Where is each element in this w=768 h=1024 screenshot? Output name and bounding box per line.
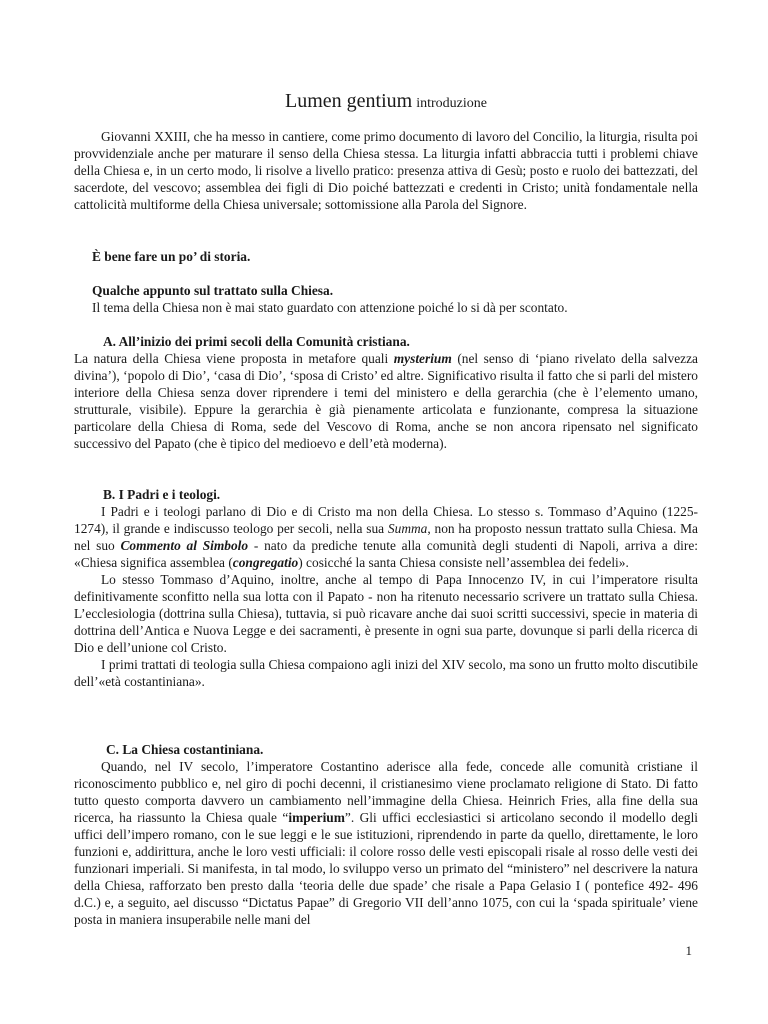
text-run: ) cosicché la santa Chiesa consiste nell’assemblea dei fedeli». — [298, 555, 629, 570]
emphasis-imperium: imperium — [288, 810, 345, 825]
storia-block — [74, 248, 698, 265]
section-b-paragraph-3: I primi trattati di teologia sulla Chiesa compaiono agli inizi del XIV secolo, ma sono un frutto molto discutibile dell’«età costantiniana». — [74, 657, 698, 689]
storia-heading: È bene fare un po’ di storia. — [92, 249, 251, 264]
section-b-paragraph-2: Lo stesso Tommaso d’Aquino, inoltre, anche al tempo di Papa Innocenzo IV, in cui l’imperatore risulta definitivamente sconfitto nella sua lotta con il Papato - non ha ritenuto necessario scrivere un trattato sulla Chiesa. L’ecclesiologia (dottrina sulla Chiesa), tuttavia, si può ricavare anche dai suoi scritti successivi, specie in materia di dottrina dell’Antica e Nuova Legge e dei sacramenti, è presente in ogni sua parte, dovunque si parli della ricerca di Dio e dell’unione col Cristo. — [74, 572, 698, 655]
emphasis-congregatio: congregatio — [232, 555, 299, 570]
text-run: , non ha proposto nessun trattato sulla Chiesa. Ma nel suo — [74, 521, 698, 553]
section-c — [74, 741, 698, 928]
emphasis-summa: Summa — [387, 521, 428, 536]
title-main: Lumen gentium — [285, 90, 413, 112]
text-run: La natura della Chiesa viene proposta in metafore quali — [74, 351, 394, 366]
text-run: - nato da prediche tenute alla comunità degli studenti di Napoli, arriva a dire: «Chiesa significa assemblea ( — [74, 538, 699, 570]
text-run: ”. Gli uffici ecclesiastici si articolano secondo il modello degli uffici dell’impero romano, con le sue leggi e le sue istituzioni, riprendendo in parte da quello, direttamente, le loro funzioni e, addirittura, anche le loro vesti ufficiali: il colore rosso delle vesti episcopali risale al rosso delle vesti dei funzionari imperiali. Si manifesta, in tal modo, lo sviluppo verso un primato del “ministero” nel descrivere la natura della Chiesa, rafforzato ben presto dalla ‘teoria delle due spade’ che risale a Papa Gelasio I ( pontefice 492- 496 d.C.) e, a seguito, ael discusso “Dictatus Papae” di Gregorio VII dell’anno 1075, con cui la ‘spada spirituale’ viene posta in maniera insuperabile nelle mani del — [74, 810, 699, 927]
section-b-heading: B. I Padri e i teologi. — [103, 487, 221, 502]
section-a — [74, 333, 698, 452]
section-b — [74, 486, 698, 690]
page-number: 1 — [685, 943, 692, 958]
intro-paragraph: Giovanni XXIII, che ha messo in cantiere, come primo documento di lavoro del Concilio, la liturgia, risulta poi provvidenziale anche per maturare il senso della Chiesa stessa. La liturgia infatti abbraccia tutti i problemi chiave della Chiesa e, in un certo modo, li risolve a livello pratico: presenza attiva di Gesù; posto e ruolo dei battezzati, del sacerdote, del vescovo; assemblea dei figli di Dio poiché battezzati e credenti in Cristo; unità fondamentale nella cattolicità multiforme della Chiesa universale; sottomissione alla Parola del Signore. — [74, 129, 698, 212]
text-run: (nel senso di ‘piano rivelato della salvezza divina’), ‘popolo di Dio’, ‘casa di Dio’, ‘sposa di Cristo’ ed altre. Significativo risulta il fatto che si parli del mistero interiore della Chiesa senza dover riprendere i temi del ministero e della gerarchia (che è l’elemento umano, strutturale, visibile). Eppure la gerarchia è già pienamente articolata e funzionante, compresa la situazione particolare della Chiesa di Roma, sede del Vescovo di Roma, anche se non ancora ripensato nel significato successivo del Papato (che è tipico del medioevo e dell’età moderna). — [74, 351, 698, 451]
section-a-heading: A. All’inizio dei primi secoli della Comunità cristiana. — [103, 334, 410, 349]
section-c-heading: C. La Chiesa costantiniana. — [106, 742, 264, 757]
section-c-paragraph — [74, 758, 698, 928]
emphasis-commento: Commento al Simbolo — [120, 538, 249, 553]
text-run: Quando, nel IV secolo, l’imperatore Costantino aderisce alla fede, concede alle comunità cristiane il riconoscimento pubblico e, nel giro di pochi decenni, il cristianesimo viene proclamato religione di Stato. Di fatto tutto questo comporta davvero un cambiamento nell’immagine della Chiesa. Heinrich Fries, alla fine della sua ricerca, ha riassunto la Chiesa quale “ — [74, 759, 698, 825]
document-title — [74, 89, 698, 116]
text-run: I Padri e i teologi parlano di Dio e di Cristo ma non della Chiesa. Lo stesso s. Tommaso d’Aquino (1225-1274), il grande e indiscusso teologo per secoli, nella sua — [74, 504, 698, 536]
intro-paragraph-block — [74, 128, 698, 213]
trattato-text: Il tema della Chiesa non è mai stato guardato con attenzione poiché lo si dà per scontato. — [92, 300, 568, 315]
section-b-paragraph-1 — [74, 503, 698, 571]
trattato-block — [74, 282, 698, 316]
emphasis-mysterium: mysterium — [393, 351, 452, 366]
section-a-paragraph — [74, 350, 698, 452]
trattato-heading: Qualche appunto sul trattato sulla Chiesa. — [92, 283, 334, 298]
title-sub: introduzione — [416, 96, 487, 111]
